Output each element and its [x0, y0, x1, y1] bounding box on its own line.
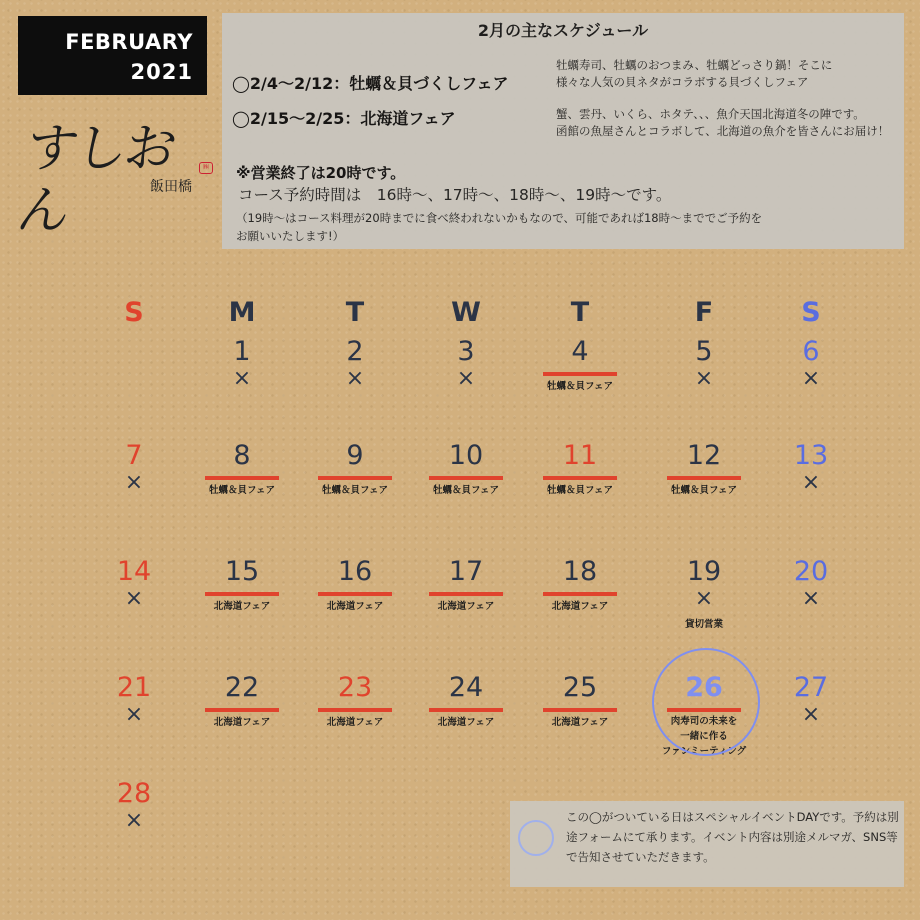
course-times: コース予約時間は 16時〜、17時〜、18時〜、19時〜です。	[238, 186, 672, 204]
day-event-label: 牡蠣＆貝フェア	[432, 485, 500, 496]
day-event-label: 北海道フェア	[213, 601, 271, 612]
restaurant-logo	[13, 118, 212, 241]
day-number: 28	[116, 778, 152, 809]
day-event-label: 北海道フェア	[326, 717, 384, 728]
day-number: 23	[337, 672, 373, 703]
schedule-panel	[222, 13, 904, 249]
closed-mark-icon: ×	[124, 586, 144, 611]
day-event-label: 北海道フェア	[213, 717, 271, 728]
weekday-header: M	[228, 297, 256, 328]
closed-mark-icon: ×	[801, 366, 821, 391]
day-number: 2	[346, 336, 364, 367]
day-event-label: 北海道フェア	[551, 717, 609, 728]
day-number: 1	[233, 336, 251, 367]
day-number: 24	[448, 672, 484, 703]
day-number: 14	[116, 556, 152, 587]
day-number: 26	[685, 672, 723, 703]
location-label: 飯田橋	[150, 179, 192, 195]
event-name: ◯2/15〜2/25：北海道フェア	[232, 109, 456, 128]
event-bar	[429, 476, 503, 480]
day-number: 8	[233, 440, 251, 471]
day-number: 21	[116, 672, 152, 703]
event-bar	[205, 708, 279, 712]
day-event-label: 北海道フェア	[437, 717, 495, 728]
event-bar	[429, 708, 503, 712]
day-number: 6	[802, 336, 820, 367]
event-bar	[543, 708, 617, 712]
day-event-label: 牡蠣＆貝フェア	[546, 381, 614, 392]
weekday-header: T	[570, 297, 590, 328]
weekday-header: F	[694, 297, 714, 328]
special-circle-icon	[518, 820, 554, 856]
weekday-header: S	[124, 297, 144, 328]
event-bar	[205, 592, 279, 596]
year-label: 2021	[130, 60, 193, 84]
day-number: 5	[695, 336, 713, 367]
day-event-label: 貸切営業	[684, 619, 723, 630]
day-number: 20	[793, 556, 829, 587]
closed-mark-icon: ×	[124, 702, 144, 727]
day-event-label: 肉寿司の未来を 一緒に作る ファンミーティング	[661, 716, 747, 757]
day-number: 9	[346, 440, 364, 471]
closing-notice: ※営業終了は20時です。	[236, 164, 406, 182]
day-number: 16	[337, 556, 373, 587]
event-bar	[543, 476, 617, 480]
day-number: 7	[125, 440, 143, 471]
event-bar	[429, 592, 503, 596]
closed-mark-icon: ×	[801, 586, 821, 611]
day-event-label: 牡蠣＆貝フェア	[208, 485, 276, 496]
event-bar	[543, 592, 617, 596]
legend-panel	[510, 801, 904, 887]
closed-mark-icon: ×	[801, 470, 821, 495]
closed-mark-icon: ×	[232, 366, 252, 391]
day-number: 12	[686, 440, 722, 471]
logo-stamp: ㈱	[199, 162, 213, 174]
event-bar	[667, 476, 741, 480]
day-number: 13	[793, 440, 829, 471]
event-name: ◯2/4〜2/12：牡蠣＆貝づくしフェア	[232, 74, 509, 93]
day-number: 11	[562, 440, 598, 471]
day-number: 25	[562, 672, 598, 703]
closed-mark-icon: ×	[456, 366, 476, 391]
closed-mark-icon: ×	[801, 702, 821, 727]
event-bar	[205, 476, 279, 480]
event-bar	[318, 592, 392, 596]
day-number: 17	[448, 556, 484, 587]
schedule-title: 2月の主なスケジュール	[477, 21, 649, 40]
day-number: 3	[457, 336, 475, 367]
event-description: 蟹、雲丹、いくら、ホタテ、、、魚介天国北海道冬の陣です。 函館の魚屋さんとコラボして、北海道の魚介を皆さんにお届け！	[556, 107, 890, 138]
day-event-label: 牡蠣＆貝フェア	[321, 485, 389, 496]
day-number: 22	[224, 672, 260, 703]
day-number: 10	[448, 440, 484, 471]
event-bar	[543, 372, 617, 376]
legend-text: この◯がついている日はスペシャルイベントDAYです。予約は別途フォームにて承ります。イベント内容は別途メルマガ、SNS等で告知させていただきます。	[566, 810, 899, 864]
closed-mark-icon: ×	[124, 470, 144, 495]
day-number: 4	[571, 336, 589, 367]
event-bar	[318, 708, 392, 712]
day-event-label: 牡蠣＆貝フェア	[670, 485, 738, 496]
closed-mark-icon: ×	[124, 808, 144, 833]
day-event-label: 牡蠣＆貝フェア	[546, 485, 614, 496]
day-number: 18	[562, 556, 598, 587]
day-number: 19	[686, 556, 722, 587]
event-description: 牡蠣寿司、牡蠣のおつまみ、牡蠣どっさり鍋！そこに 様々な人気の貝ネタがコラボする貝づくしフェア	[556, 58, 833, 89]
closed-mark-icon: ×	[694, 366, 714, 391]
day-event-label: 北海道フェア	[551, 601, 609, 612]
day-number: 15	[224, 556, 260, 587]
weekday-header: S	[801, 297, 821, 328]
weekday-header: T	[345, 297, 365, 328]
day-number: 27	[793, 672, 829, 703]
logo-script: すしおん	[13, 119, 178, 241]
day-event-label: 北海道フェア	[437, 601, 495, 612]
reservation-note: （19時〜はコース料理が20時までに食べ終われないかもなので、可能であれば18時〜まででご予約を お願いいたします!）	[236, 211, 763, 243]
weekday-header: W	[451, 297, 481, 328]
month-label: FEBRUARY	[65, 30, 193, 54]
month-badge	[18, 16, 207, 95]
closed-mark-icon: ×	[345, 366, 365, 391]
special-event-circle	[652, 648, 760, 756]
day-event-label: 北海道フェア	[326, 601, 384, 612]
event-bar	[318, 476, 392, 480]
closed-mark-icon: ×	[694, 586, 714, 611]
